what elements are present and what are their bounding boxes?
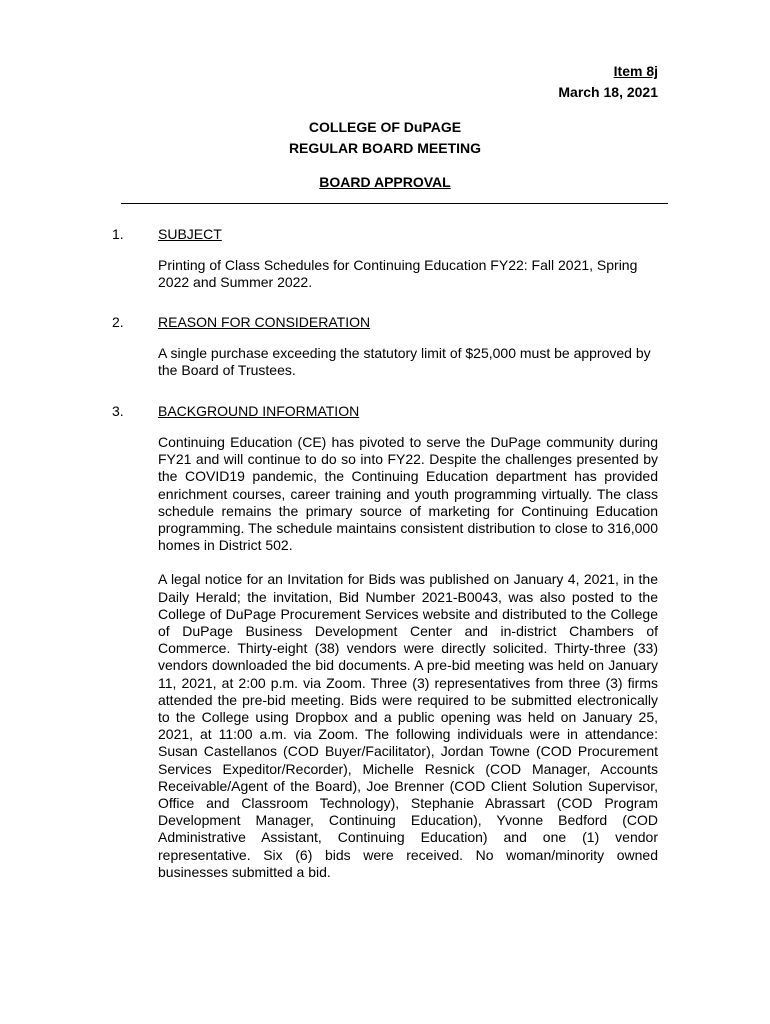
- document-title-block: [0, 117, 770, 193]
- section-subject: [112, 226, 658, 291]
- meeting-name: REGULAR BOARD MEETING: [288, 140, 482, 156]
- section-background: [112, 403, 658, 881]
- approval-heading: BOARD APPROVAL: [319, 174, 451, 190]
- section-number: 2.: [112, 314, 124, 330]
- section-heading: BACKGROUND INFORMATION: [158, 403, 360, 419]
- section-number: 3.: [112, 403, 124, 419]
- section-paragraph: Printing of Class Schedules for Continuing Education FY22: Fall 2021, Spring 2022 and Summer 2022.: [158, 257, 638, 291]
- section-heading: REASON FOR CONSIDERATION: [158, 314, 371, 330]
- section-paragraph: A single purchase exceeding the statutory limit of $25,000 must be approved by the Board of Trustees.: [158, 345, 651, 379]
- section-heading: SUBJECT: [158, 226, 222, 242]
- college-name: COLLEGE OF DuPAGE: [308, 119, 462, 135]
- section-paragraph: A legal notice for an Invitation for Bids was published on January 4, 2021, in the Daily Herald; the invitation, Bid Number 2021-B0043, was also posted to the College of DuPage Procurement Services website and distributed to the College of DuPage Business Development Center and in-district Chambers of Commerce. Thirty-eight (38) vendors were directly solicited. Thirty-three (33) vendors downloaded the bid documents. A pre-bid meeting was held on January 11, 2021, at 2:00 p.m. via Zoom. Three (3) representatives from three (3) firms attended the pre-bid meeting. Bids were required to be submitted electronically to the College using Dropbox and a public opening was held on January 25, 2021, at 11:00 a.m. via Zoom. The following individuals were in attendance: Susan Castellanos (COD Buyer/Facilitator), Jordan Towne (COD Procurement Services Expeditor/Recorder), Michelle Resnick (COD Manager, Accounts Receivable/Agent of the Board), Joe Brenner (COD Client Solution Supervisor, Office and Classroom Technology), Stephanie Abrassart (COD Program Development Manager, Continuing Education), Yvonne Bedford (COD Administrative Assistant, Continuing Education) and one (1) vendor representative. Six (6) bids were received. No woman/minority owned businesses submitted a bid.: [158, 571, 658, 880]
- section-paragraph: Continuing Education (CE) has pivoted to serve the DuPage community during FY21 and will continue to do so into FY22. Despite the challenges presented by the COVID19 pandemic, the Continuing Education department has provided enrichment courses, career training and youth programming virtually. The class schedule remains the primary source of marketing for Continuing Education programming. The schedule maintains consistent distribution to close to 316,000 homes in District 502.: [158, 434, 658, 554]
- meeting-date: March 18, 2021: [558, 84, 658, 100]
- horizontal-divider: [121, 203, 668, 204]
- item-number: Item 8j: [613, 63, 658, 79]
- section-reason: [112, 314, 658, 379]
- document-header: [558, 61, 658, 103]
- section-number: 1.: [112, 226, 124, 242]
